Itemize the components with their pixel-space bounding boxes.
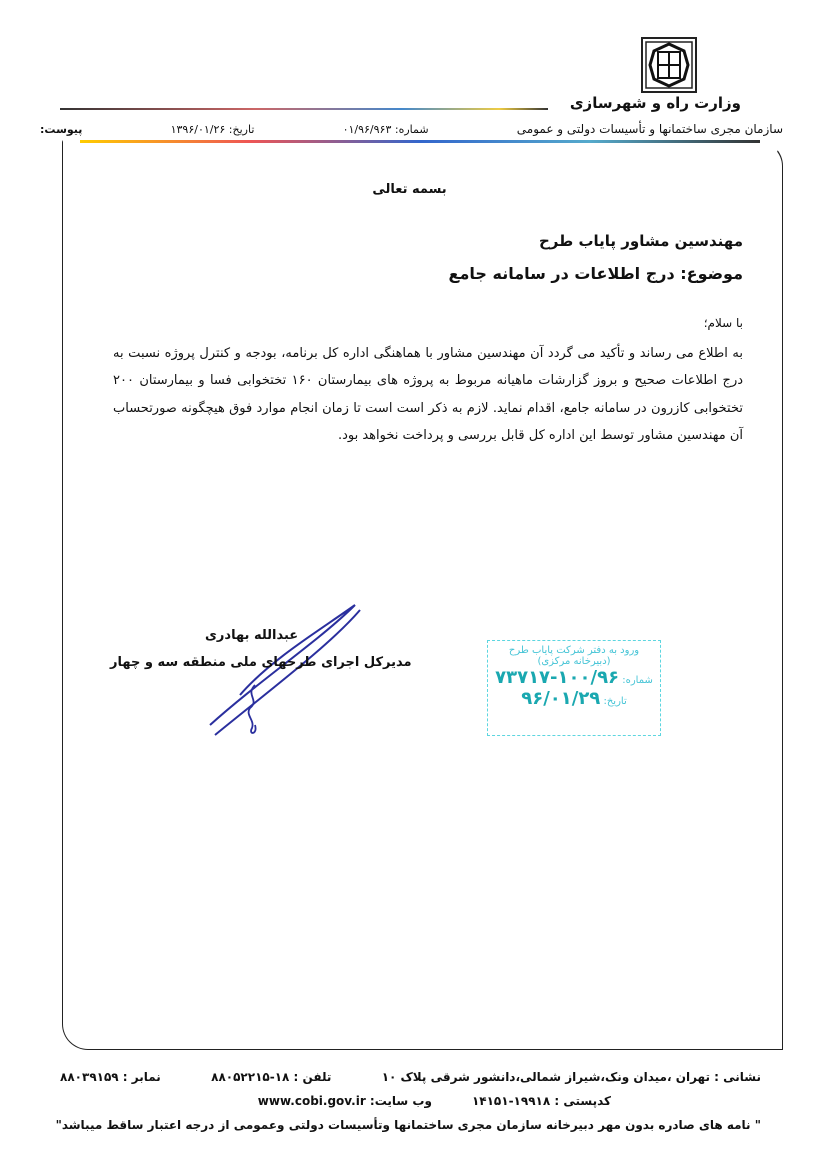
- receipt-stamp: [487, 640, 661, 736]
- footer-note: " نامه های صادره بدون مهر دبیرخانه سازمان مجری ساختمانها وتأسیسات دولتی وعمومی از درجه اعتبار ساقط میباشد": [55, 1118, 761, 1132]
- greeting: با سلام؛: [703, 316, 743, 330]
- signature: [200, 600, 370, 740]
- footer-fax: نمابر : ۸۸۰۳۹۱۵۹: [60, 1070, 161, 1084]
- stamp-line2: (دبیرخانه مرکزی): [537, 656, 611, 667]
- letter-number: [343, 123, 429, 136]
- date-label: تاریخ:: [228, 123, 255, 136]
- website-label: وب سایت:: [369, 1094, 432, 1108]
- signer-name: عبدالله بهادری: [205, 628, 299, 643]
- footer-row-postal-web: [60, 1094, 761, 1108]
- subject: موضوع: درج اطلاعات در سامانه جامع: [448, 264, 743, 283]
- footer-phone: تلفن : ۱۸-۸۸۰۵۲۲۱۵: [211, 1070, 332, 1084]
- stamp-number-label: شماره:: [622, 675, 653, 686]
- header-divider: [60, 108, 548, 110]
- website-link[interactable]: www.cobi.gov.ir: [257, 1094, 366, 1108]
- footer-postal-code: کدپستی : ۱۹۹۱۸-۱۴۱۵۱: [471, 1094, 611, 1108]
- bismillah: بسمه تعالی: [372, 182, 447, 197]
- stamp-number: ۱۰۰/۹۶-۷۳۷۱۷: [495, 667, 620, 688]
- stamp-date-label: تاریخ:: [603, 696, 627, 707]
- date-value: ۱۳۹۶/۰۱/۲۶: [170, 123, 226, 136]
- number-value: ۰۱/۹۶/۹۶۳: [342, 123, 392, 136]
- ministry-logo: [641, 37, 697, 93]
- header-meta-row: [40, 122, 783, 136]
- number-label: شماره:: [394, 123, 429, 136]
- organization-name: سازمان مجری ساختمانها و تأسیسات دولتی و عمومی: [516, 122, 783, 136]
- attachment-label: پیوست:: [40, 123, 83, 136]
- letter-body: به اطلاع می رساند و تأکید می گردد آن مهندسین مشاور با هماهنگی اداره کل برنامه، بودجه و کنترل پروژه نسبت به درج اطلاعات صحیح و بروز گزارشات ماهیانه مربوط به پروژه های بیمارستان ۱۶۰ تختخوابی فسا و بیمارستان ۲۰۰ تختخوابی کازرون در سامانه جامع، اقدام نماید. لازم به ذکر است است تا زمان انجام موارد فوق هیچگونه صورتحساب آن مهندسین مشاور توسط این اداره کل قابل بررسی و پرداخت نخواهد بود.: [113, 346, 744, 443]
- stamp-date: ۹۶/۰۱/۲۹: [521, 688, 601, 709]
- recipient: مهندسین مشاور پایاب طرح: [538, 232, 743, 250]
- signer-title: مدیرکل اجرای طرحهای ملی منطقه سه و چهار: [110, 655, 412, 670]
- stamp-line1: ورود به دفتر شرکت پایاب طرح: [508, 645, 640, 656]
- footer-address: نشانی : تهران ،میدان ونک،شیراز شمالی،دانشور شرقی پلاک ۱۰: [381, 1070, 761, 1084]
- letter-date: [171, 123, 255, 136]
- ministry-name: وزارت راه و شهرسازی: [569, 94, 741, 112]
- frame-top-border: [80, 140, 760, 143]
- footer-row-contact: [60, 1070, 761, 1084]
- footer-website: [258, 1094, 432, 1108]
